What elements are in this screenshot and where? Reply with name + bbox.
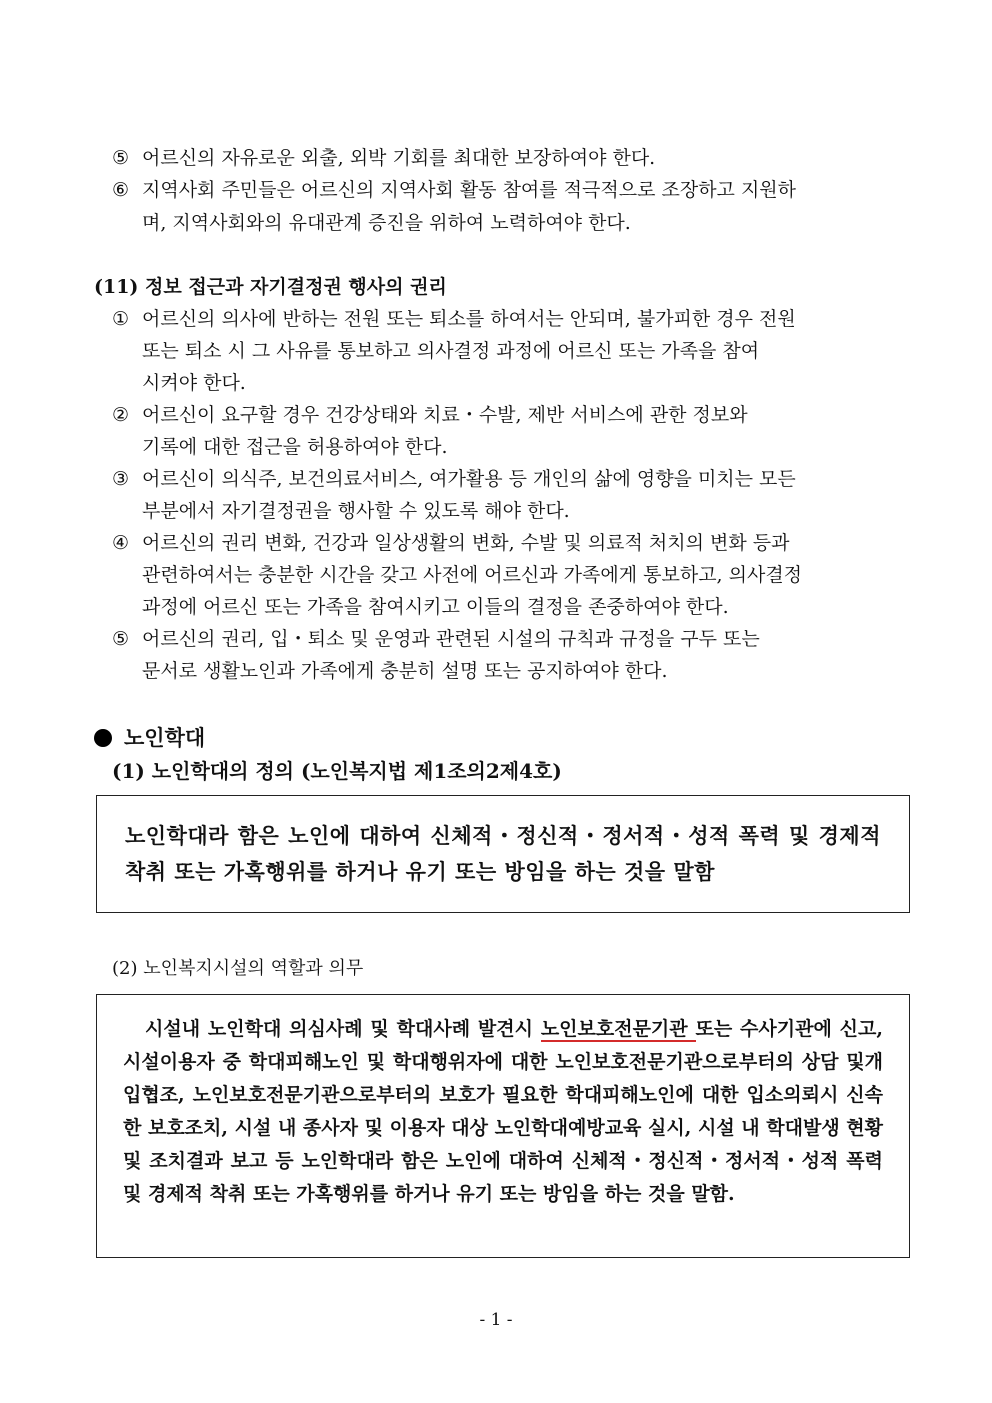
subsection-heading: (1) 노인학대의 정의 (노인복지법 제1조의2제4호) xyxy=(112,759,562,783)
item-text-continued: 또는 퇴소 시 그 사유를 통보하고 의사결정 과정에 어르신 또는 가족을 참여 xyxy=(142,340,760,362)
item-text-continued: 관련하여서는 충분한 시간을 갖고 사전에 어르신과 가족에게 통보하고, 의사결정 xyxy=(142,564,803,586)
item-number: ④ xyxy=(112,532,130,554)
role-text-start: 시설내 노인학대 의심사례 및 학대사례 발견시 xyxy=(145,1018,541,1040)
list-item xyxy=(112,307,796,331)
definition-text: 노인학대라 함은 노인에 대하여 신체적・정신적・정서적・성적 폭력 및 경제적 착취 또는 가혹행위를 하거나 유기 또는 방임을 하는 것을 말함 xyxy=(125,823,881,884)
item-number: ② xyxy=(112,404,130,426)
item-number: ① xyxy=(112,308,130,330)
list-item xyxy=(112,146,655,170)
item-number: ⑤ xyxy=(112,147,130,169)
item-text-continued: 시켜야 한다. xyxy=(142,372,246,394)
item-text: 어르신의 권리 변화, 건강과 일상생활의 변화, 수발 및 의료적 처치의 변화 등과 xyxy=(142,532,790,554)
item-text-continued: 문서로 생활노인과 가족에게 충분히 설명 또는 공지하여야 한다. xyxy=(142,660,668,682)
bullet-icon xyxy=(94,729,112,747)
highlighted-term: 노인보호전문기관 xyxy=(540,1018,696,1040)
item-text-continued: 기록에 대한 접근을 허용하여야 한다. xyxy=(142,436,448,458)
section-title xyxy=(94,722,205,752)
item-number: ⑥ xyxy=(112,179,130,201)
item-text: 어르신이 요구할 경우 건강상태와 치료・수발, 제반 서비스에 관한 정보와 xyxy=(142,404,748,426)
item-text: 어르신의 의사에 반하는 전원 또는 퇴소를 하여서는 안되며, 불가피한 경우 전원 xyxy=(142,308,796,330)
item-text-continued: 며, 지역사회와의 유대관계 증진을 위하여 노력하여야 한다. xyxy=(142,212,631,234)
item-text: 어르신의 자유로운 외출, 외박 기회를 최대한 보장하여야 한다. xyxy=(142,147,656,169)
section-heading: (11) 정보 접근과 자기결정권 행사의 권리 xyxy=(94,276,447,298)
role-text xyxy=(123,1013,883,1211)
item-text-continued: 과정에 어르신 또는 가족을 참여시키고 이들의 결정을 존중하여야 한다. xyxy=(142,596,729,618)
item-text: 지역사회 주민들은 어르신의 지역사회 활동 참여를 적극적으로 조장하고 지원하 xyxy=(142,179,797,201)
list-item xyxy=(112,403,748,427)
list-item xyxy=(112,531,790,555)
item-number: ③ xyxy=(112,468,130,490)
item-text-continued: 부분에서 자기결정권을 행사할 수 있도록 해야 한다. xyxy=(142,500,570,522)
item-text: 어르신이 의식주, 보건의료서비스, 여가활용 등 개인의 삶에 영향을 미치는 모든 xyxy=(142,468,796,490)
role-text-rest: 또는 수사기관에 신고, 시설이용자 중 학대피해노인 및 학대행위자에 대한 노인보호전문기관으로부터의 상담 및개입협조, 노인보호전문기관으로부터의 보호가 필요한 학대피해노인에 대한 입소의뢰시 신속한 보호조치, 시설 내 종사자 및 이용자 대상 노인학대예방교육 실시, 시설 내 학대발생 현황 및 조치결과 보고 등 노인학대라 함은 노인에 대하여 신체적・정신적・정서적・성적 폭력 및 경제적 착취 또는 가혹행위를 하거나 유기 또는 방임을 하는 것을 말함. xyxy=(123,1018,883,1205)
subsection-heading: (2) 노인복지시설의 역할과 의무 xyxy=(112,958,364,979)
list-item xyxy=(112,467,796,491)
section-title-text: 노인학대 xyxy=(124,725,206,750)
role-box xyxy=(96,994,910,1258)
definition-box xyxy=(96,795,910,913)
item-number: ⑤ xyxy=(112,628,130,650)
page-number: - 1 - xyxy=(479,1310,513,1330)
list-item xyxy=(112,178,796,202)
item-text: 어르신의 권리, 입・퇴소 및 운영과 관련된 시설의 규칙과 규정을 구두 또는 xyxy=(142,628,760,650)
list-item xyxy=(112,627,760,651)
